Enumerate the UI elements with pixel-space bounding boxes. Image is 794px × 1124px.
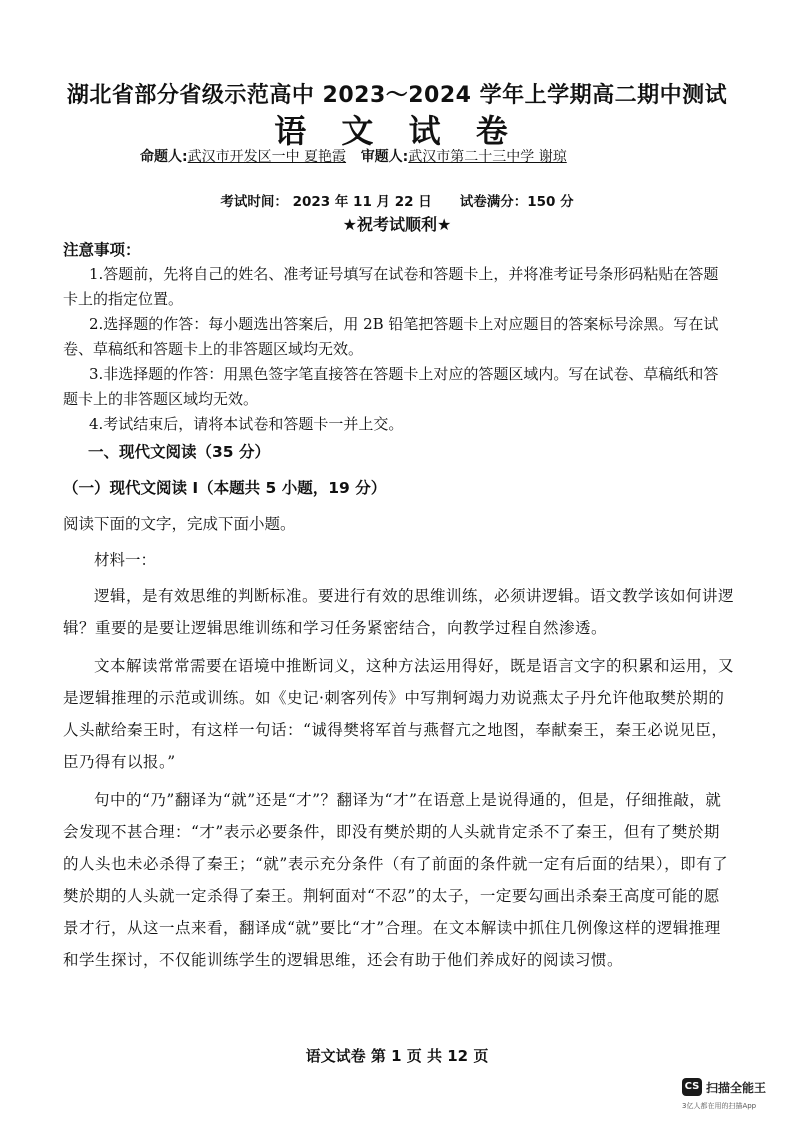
notice-item: 2.选择题的作答：每小题选出答案后，用 2B 铅笔把答题卡上对应题目的答案标号涂黑。写在试卷、草稿纸和答题卡上的非答题区域均无效。 — [63, 315, 719, 358]
sub-section-heading: （一）现代文阅读 I（本题共 5 小题，19 分） — [63, 479, 387, 497]
watermark-sub: 3亿人都在用的扫描App — [682, 1102, 757, 1110]
watermark-brand: 扫描全能王 — [706, 1081, 767, 1095]
section-heading: 一、现代文阅读（35 分） — [88, 443, 270, 461]
notice-item: 3.非选择题的作答：用黑色签字笔直接答在答题卡上对应的答题区域内。写在试卷、草稿纸和答题卡上的非答题区域均无效。 — [63, 365, 719, 408]
reviewer-label: 审题人: — [360, 149, 409, 165]
page-footer: 语文试卷 第 1 页 共 12 页 — [305, 1047, 489, 1065]
camscanner-logo-icon: CS — [682, 1078, 702, 1096]
reviewer-name: 武汉市第二十三中学 谢琼 — [408, 149, 567, 165]
passage-paragraph: 文本解读常常需要在语境中推断词义，这种方法运用得好，既是语言文字的积累和运用，又是逻辑推理的示范或训练。如《史记·刺客列传》中写荆轲竭力劝说燕太子丹允许他取樊於期的人头献给秦王时，有这样一句话：“诚得樊将军首与燕督亢之地图，奉献秦王，秦王必说见臣，臣乃得有以报。” — [63, 657, 735, 771]
notice-item: 1.答题前，先将自己的姓名、准考证号填写在试卷和答题卡上，并将准考证号条形码粘贴在答题卡上的指定位置。 — [63, 265, 719, 308]
passage-paragraph: 句中的“乃”翻译为“就”还是“才”？翻译为“才”在语意上是说得通的，但是，仔细推敲，就会发现不甚合理：“才”表示必要条件，即没有樊於期的人头就肯定杀不了秦王，但有了樊於期的人头也未必杀得了秦王；“就”表示充分条件（有了前面的条件就一定有后面的结果），即有了樊於期的人头就一定杀得了秦王。荆轲面对“不忍”的太子，一定要勾画出杀秦王高度可能的愿景才行，从这一点来看，翻译成“就”要比“才”合理。在文本解读中抓住几例像这样的逻辑推理和学生探讨，不仅能训练学生的逻辑思维，还会有助于他们养成好的阅读习惯。 — [63, 791, 729, 969]
notice-item: 4.考试结束后，请将本试卷和答题卡一并上交。 — [89, 415, 404, 433]
exam-time: 考试时间： 2023 年 11 月 22 日 — [220, 194, 432, 210]
passage-paragraph: 逻辑，是有效思维的判断标准。要进行有效的思维训练，必须讲逻辑。语文教学该如何讲逻辑？重要的是要让逻辑思维训练和学习任务紧密结合，向教学过程自然渗透。 — [63, 587, 735, 637]
setter-name: 武汉市开发区一中 夏艳霞 — [187, 149, 347, 165]
full-score: 试卷满分：150 分 — [459, 194, 574, 210]
scanner-watermark — [682, 1078, 792, 1118]
passage — [63, 580, 735, 976]
author-line — [140, 146, 760, 166]
material-label: 材料一： — [94, 551, 157, 569]
subject-title: 语 文 试 卷 — [274, 112, 520, 150]
notice-list — [63, 262, 733, 437]
instruction: 阅读下面的文字，完成下面小题。 — [63, 515, 296, 533]
blessing: ★祝考试顺利★ — [342, 215, 452, 234]
exam-title: 湖北省部分省级示范高中 2023～2024 学年上学期高二期中测试 — [66, 83, 728, 108]
exam-info — [0, 190, 794, 210]
setter-label: 命题人: — [140, 149, 188, 165]
notice-heading: 注意事项： — [63, 241, 141, 259]
